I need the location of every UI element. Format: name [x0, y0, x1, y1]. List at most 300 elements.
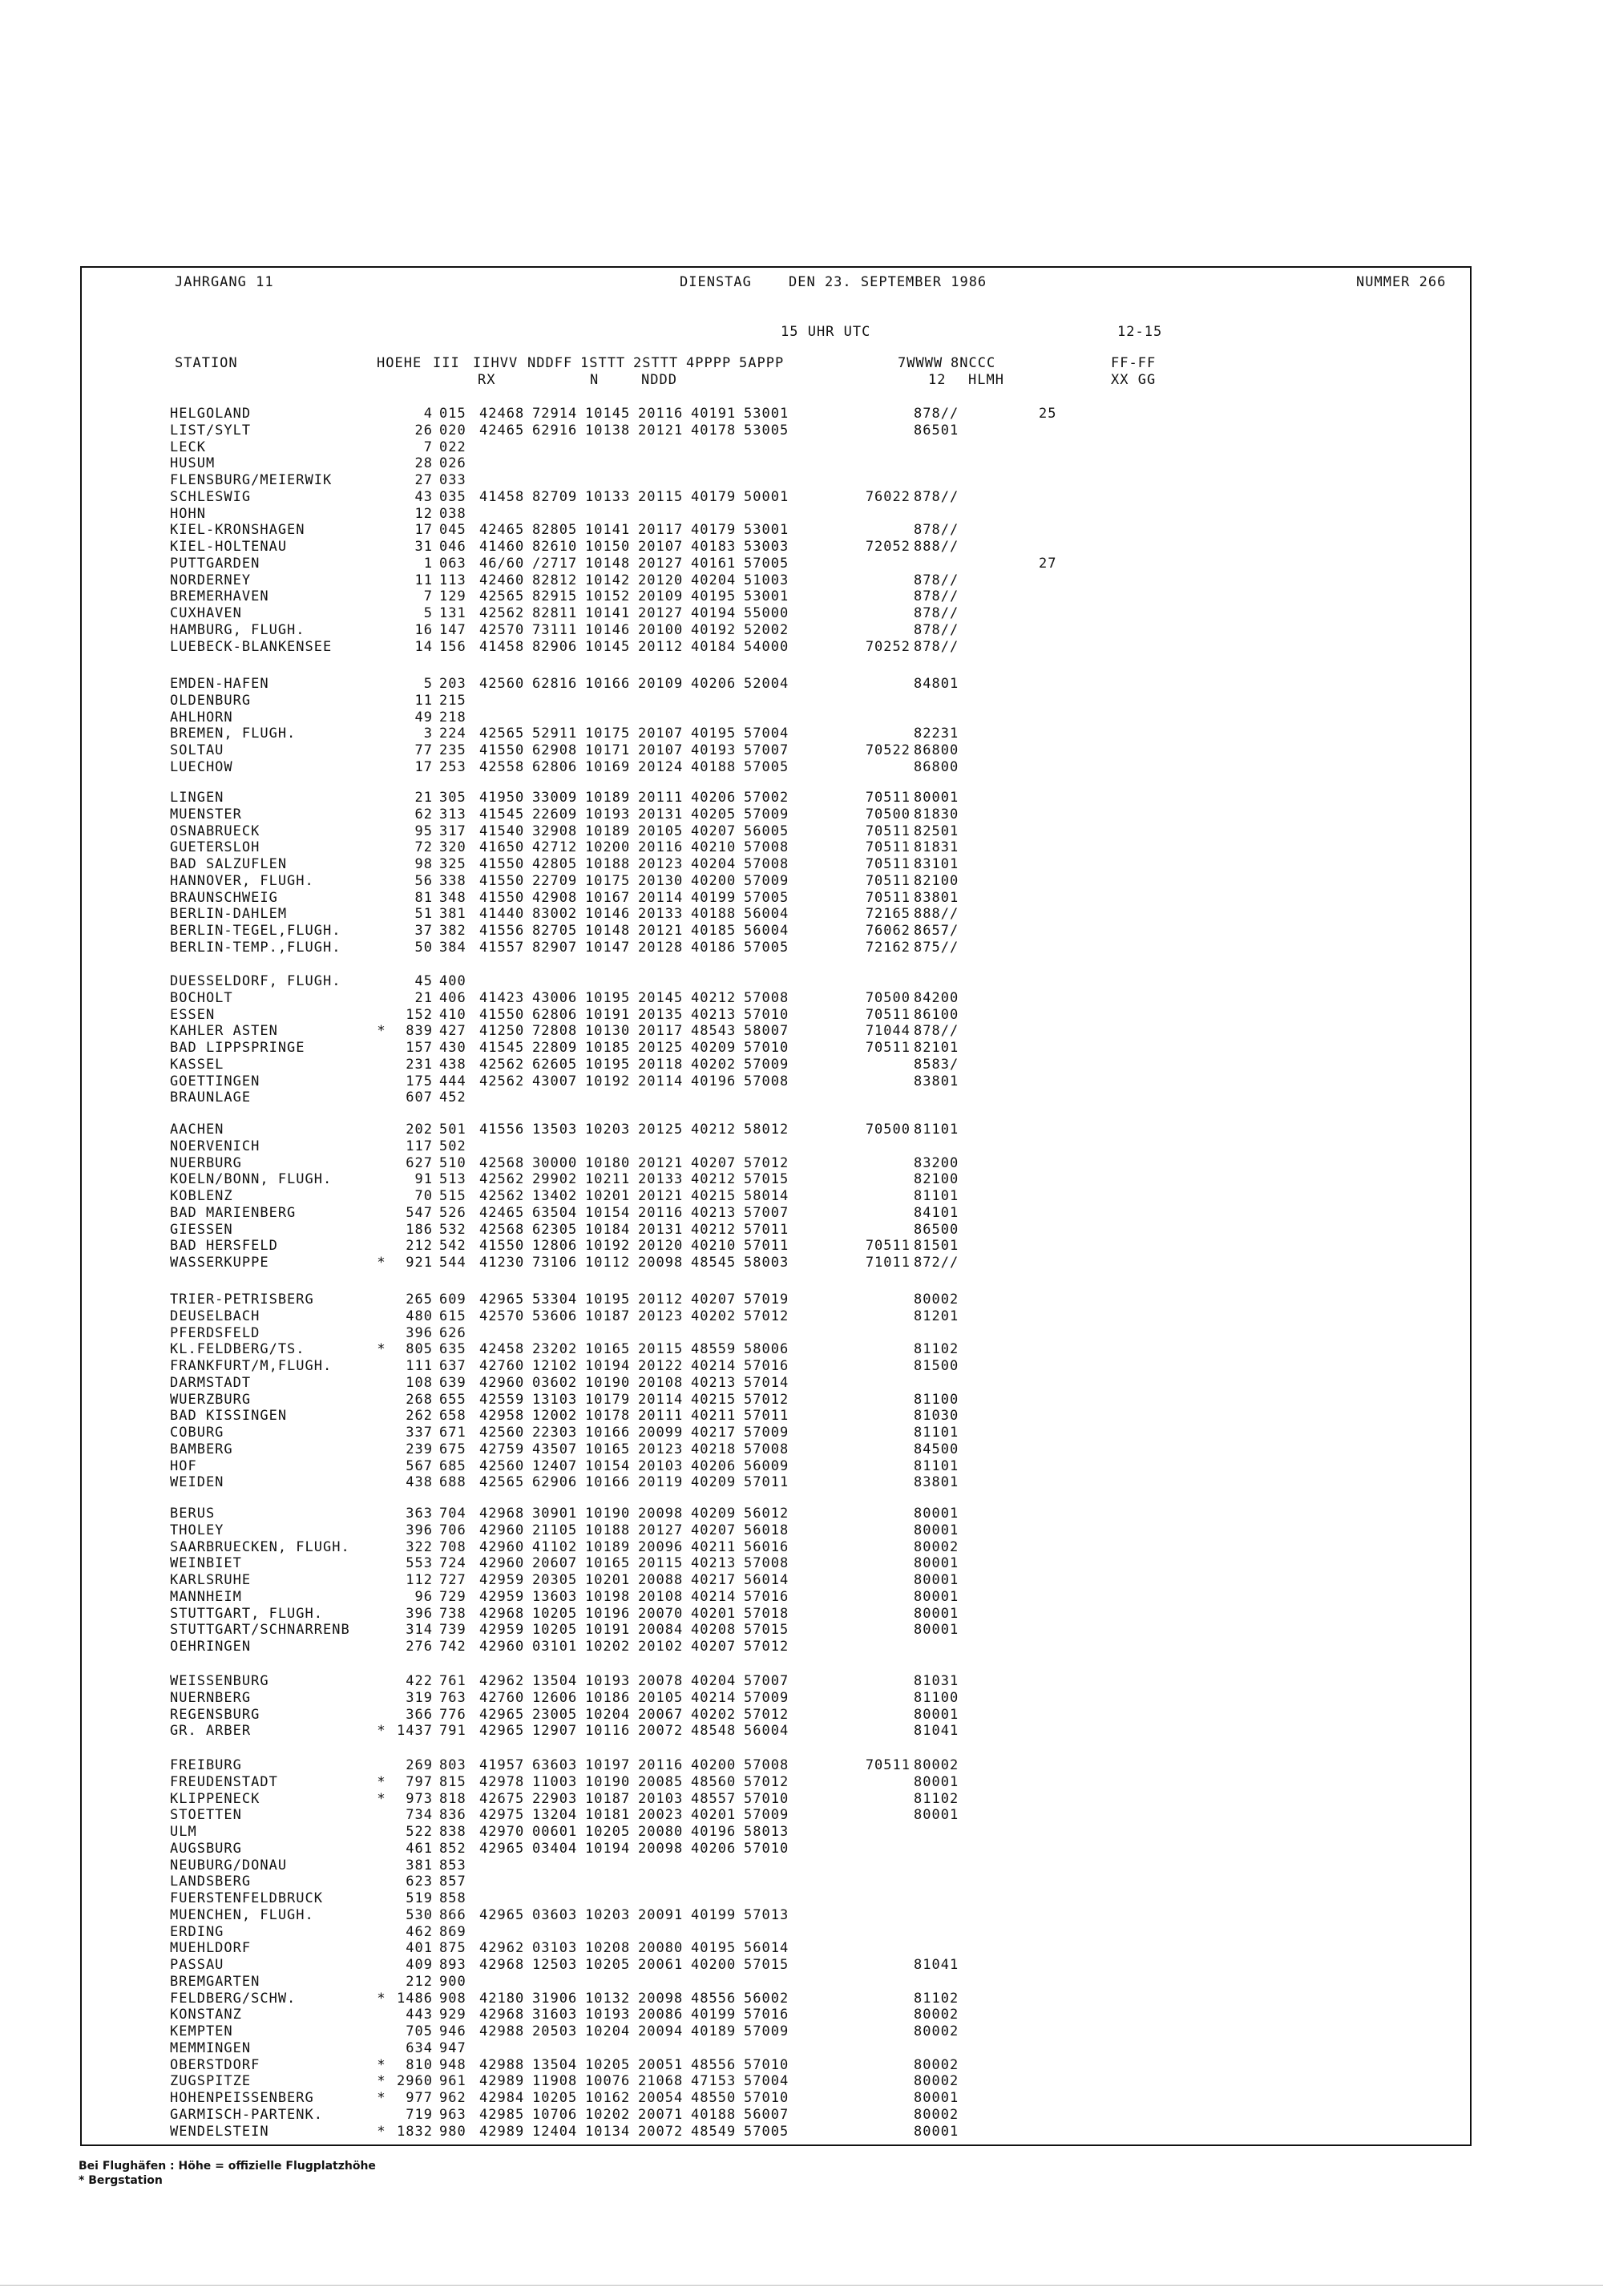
cell-t2	[638, 1138, 684, 1155]
cell-iii: 063	[439, 555, 466, 572]
cell-n8	[914, 1824, 975, 1841]
col-4pppp: 4PPPP	[686, 355, 732, 371]
cell-w7	[864, 1622, 911, 1639]
cell-spacer	[797, 1122, 864, 1138]
cell-nddff: 62906	[532, 1474, 578, 1491]
cell-star: *	[377, 2056, 386, 2073]
cell-ff	[1039, 1757, 1103, 1774]
cell-n8: 80001	[914, 1572, 959, 1588]
cell-ff	[1039, 726, 1103, 742]
cell-a5: 57002	[744, 790, 789, 806]
cell-p4: 48543	[691, 1023, 737, 1040]
cell-t2: 20116	[638, 1757, 684, 1773]
cell-name: EMDEN-HAFEN	[170, 676, 269, 692]
cell-name: WEIDEN	[170, 1474, 224, 1491]
station-group	[170, 1122, 1103, 1271]
cell-iihvv: 42760	[479, 1689, 525, 1706]
cell-spacer	[797, 873, 864, 890]
cell-p4: 40212	[691, 1221, 737, 1238]
table-row	[170, 1639, 1103, 1655]
cell-iihvv: 41458	[479, 638, 525, 655]
cell-nddff: 13204	[532, 1807, 578, 1824]
cell-n8	[914, 455, 975, 472]
cell-a5: 57009	[744, 1425, 789, 1441]
cell-spacer	[797, 693, 864, 709]
cell-iihvv: 41458	[479, 488, 525, 505]
cell-t1	[585, 1924, 632, 1941]
cell-ff	[1039, 1007, 1103, 1024]
cell-spacer	[797, 2023, 864, 2040]
cell-n8: 83101	[914, 856, 959, 872]
cell-n8	[914, 1375, 975, 1392]
table-row	[170, 923, 1103, 940]
cell-star	[377, 726, 386, 742]
cell-iii: 038	[439, 505, 466, 522]
cell-a5: 58012	[744, 1122, 789, 1138]
cell-hoehe: 175	[406, 1073, 433, 1089]
cell-n8	[914, 693, 975, 709]
cell-n8: 878//	[914, 572, 959, 588]
cell-hoehe: 462	[406, 1923, 433, 1940]
cell-p4: 40212	[691, 1122, 737, 1138]
cell-iii: 869	[439, 1923, 466, 1940]
cell-t2: 20105	[638, 823, 684, 839]
col-iii: III	[433, 355, 460, 371]
cell-spacer	[797, 790, 864, 806]
cell-star	[377, 906, 386, 923]
cell-name: BREMEN, FLUGH.	[170, 726, 297, 742]
cell-nddff: 31906	[532, 1990, 578, 2007]
cell-spacer	[797, 1807, 864, 1824]
cell-t1: 10175	[585, 726, 631, 742]
cell-t2: 20118	[638, 1056, 684, 1073]
cell-a5: 52004	[744, 676, 789, 692]
cell-nddff: /2717	[532, 555, 578, 572]
table-row	[170, 1622, 1103, 1639]
cell-p4: 40200	[691, 872, 737, 889]
cell-n8	[914, 1890, 975, 1907]
cell-iii: 020	[439, 422, 466, 439]
cell-star	[377, 806, 386, 823]
cell-nddff: 82610	[532, 539, 578, 555]
cell-a5: 57005	[744, 555, 789, 572]
table-row	[170, 2073, 1103, 2090]
cell-hoehe: 734	[406, 1807, 433, 1824]
cell-ff	[1039, 1957, 1103, 1974]
cell-name: KONSTANZ	[170, 2007, 242, 2023]
cell-name: WASSERKUPPE	[170, 1255, 269, 1271]
cell-spacer	[797, 973, 864, 990]
cell-n8: 84101	[914, 1204, 959, 1221]
cell-a5: 57012	[744, 1773, 789, 1790]
cell-t1: 10201	[585, 1188, 631, 1204]
cell-p4: 40215	[691, 1188, 737, 1204]
cell-w7	[864, 439, 911, 456]
cell-hoehe: 443	[406, 2007, 433, 2023]
cell-a5	[744, 472, 797, 489]
cell-t1: 10179	[585, 1391, 631, 1408]
cell-iii: 961	[439, 2073, 466, 2090]
cell-w7	[864, 1857, 911, 1874]
cell-w7: 70511	[865, 856, 911, 872]
cell-hoehe: 17	[414, 758, 433, 775]
cell-star	[377, 1907, 386, 1924]
cell-n8: 80002	[914, 2023, 959, 2039]
cell-iii: 776	[439, 1706, 466, 1723]
cell-hoehe: 31	[414, 539, 433, 555]
cell-ff	[1039, 759, 1103, 776]
cell-a5: 57010	[744, 1840, 789, 1857]
cell-hoehe: 797	[406, 1773, 433, 1790]
cell-w7: 70500	[865, 989, 911, 1006]
cell-a5: 56004	[744, 1723, 789, 1740]
table-row	[170, 1171, 1103, 1188]
cell-hoehe: 422	[406, 1673, 433, 1689]
cell-n8: 81201	[914, 1308, 959, 1324]
cell-p4: 40206	[691, 1457, 737, 1474]
cell-hoehe: 567	[406, 1457, 433, 1474]
cell-hoehe: 14	[414, 638, 433, 655]
cell-nddff: 62908	[532, 742, 578, 758]
cell-a5: 57019	[744, 1292, 789, 1308]
cell-name: SAARBRUECKEN, FLUGH.	[170, 1538, 350, 1555]
cell-t1: 10147	[585, 939, 631, 956]
col-nddff: NDDFF	[527, 355, 573, 371]
cell-iii: 400	[439, 973, 466, 989]
cell-spacer	[797, 1023, 864, 1040]
cell-hoehe: 409	[406, 1957, 433, 1973]
cell-a5: 53001	[744, 406, 789, 422]
cell-n8	[914, 1639, 975, 1655]
cell-w7: 76022	[865, 488, 911, 505]
cell-n8	[914, 472, 975, 489]
cell-hoehe: 314	[406, 1622, 433, 1639]
cell-star	[377, 1425, 386, 1441]
cell-n8	[914, 1940, 975, 1957]
cell-n8: 80001	[914, 1807, 959, 1824]
cell-name: WENDELSTEIN	[170, 2123, 269, 2140]
cell-p4	[691, 1138, 737, 1155]
cell-t2: 20111	[638, 1408, 684, 1425]
cell-p4: 40196	[691, 1824, 737, 1840]
cell-nddff: 23005	[532, 1706, 578, 1723]
col-n: N	[590, 372, 600, 388]
cell-p4: 40209	[691, 1474, 737, 1491]
cell-w7	[864, 1673, 911, 1690]
cell-name: FUERSTENFELDBRUCK	[170, 1890, 323, 1906]
cell-hoehe: 401	[406, 1940, 433, 1957]
table-row	[170, 693, 1103, 709]
cell-spacer	[797, 639, 864, 656]
cell-t2: 20135	[638, 1006, 684, 1023]
cell-name: LIST/SYLT	[170, 422, 252, 439]
cell-nddff: 03103	[532, 1940, 578, 1957]
station-group	[170, 973, 1103, 1106]
cell-spacer	[797, 806, 864, 823]
cell-t1: 10181	[585, 1807, 631, 1824]
cell-iii: 675	[439, 1441, 466, 1457]
cell-name: DUESSELDORF, FLUGH.	[170, 973, 341, 989]
cell-hoehe: 81	[414, 889, 433, 906]
cell-name: STUTTGART/SCHNARRENB	[170, 1622, 350, 1639]
cell-t2: 20102	[638, 1639, 684, 1655]
footnote-airport: Bei Flughäfen : Höhe = offizielle Flugplatzhöhe	[79, 2160, 376, 2173]
cell-n8: 878//	[914, 621, 959, 638]
cell-hoehe: 72	[414, 839, 433, 856]
cell-t1	[585, 1325, 632, 1342]
cell-a5: 53005	[744, 422, 789, 439]
cell-ff	[1039, 588, 1103, 605]
cell-nddff: 22903	[532, 1790, 578, 1807]
cell-a5	[744, 973, 797, 990]
cell-t1: 10211	[585, 1171, 631, 1188]
cell-t2	[638, 439, 684, 456]
cell-iii: 452	[439, 1089, 466, 1106]
cell-iii: 218	[439, 709, 466, 726]
cell-iii: 035	[439, 488, 466, 505]
cell-w7	[864, 1308, 911, 1325]
cell-iii: 542	[439, 1238, 466, 1255]
cell-iihvv: 42988	[479, 2023, 525, 2039]
cell-iii: 444	[439, 1073, 466, 1089]
cell-star	[377, 1238, 386, 1255]
cell-hoehe: 43	[414, 488, 433, 505]
cell-hoehe: 396	[406, 1605, 433, 1622]
cell-iii: 253	[439, 758, 466, 775]
table-row	[170, 1757, 1103, 1774]
cell-ff	[1039, 1890, 1103, 1907]
cell-a5: 50001	[744, 488, 789, 505]
cell-iii: 866	[439, 1906, 466, 1923]
cell-ff: 27	[1039, 555, 1057, 572]
cell-iihvv	[479, 1924, 526, 1941]
cell-spacer	[797, 1408, 864, 1425]
cell-t2: 20114	[638, 1073, 684, 1089]
cell-nddff	[532, 1890, 579, 1907]
cell-nddff: 62806	[532, 758, 578, 775]
table-row	[170, 890, 1103, 907]
cell-spacer	[797, 1957, 864, 1974]
issue-number: NUMMER 266	[1356, 274, 1447, 290]
cell-t2: 20099	[638, 1425, 684, 1441]
cell-iihvv: 42560	[479, 1457, 525, 1474]
cell-iihvv	[479, 2040, 526, 2057]
cell-ff	[1039, 742, 1103, 759]
cell-t1: 10190	[585, 1374, 631, 1391]
cell-ff	[1039, 806, 1103, 823]
cell-iihvv: 42968	[479, 1957, 525, 1973]
cell-star	[377, 839, 386, 856]
cell-hoehe: 977	[406, 2090, 433, 2106]
cell-star	[377, 890, 386, 907]
cell-t2	[638, 973, 684, 990]
cell-star	[377, 1458, 386, 1475]
cell-p4: 40183	[691, 539, 737, 555]
cell-t1: 10204	[585, 2023, 631, 2039]
table-row	[170, 1375, 1103, 1392]
cell-star	[377, 422, 386, 439]
cell-n8	[914, 1857, 975, 1874]
cell-star	[377, 1539, 386, 1556]
cell-ff	[1039, 2057, 1103, 2074]
cell-iihvv: 42565	[479, 1474, 525, 1491]
cell-w7	[864, 1874, 911, 1890]
cell-iii: 685	[439, 1457, 466, 1474]
cell-w7	[864, 455, 911, 472]
cell-a5: 56004	[744, 923, 789, 939]
cell-spacer	[797, 489, 864, 506]
cell-w7	[864, 1506, 911, 1522]
cell-hoehe: 276	[406, 1639, 433, 1655]
cell-w7	[864, 1138, 911, 1155]
cell-hoehe: 268	[406, 1391, 433, 1408]
cell-w7	[864, 1392, 911, 1409]
cell-spacer	[797, 2057, 864, 2074]
cell-iihvv: 42759	[479, 1441, 525, 1457]
cell-name: REGENSBURG	[170, 1706, 260, 1723]
cell-star	[377, 1506, 386, 1522]
cell-ff	[1039, 1425, 1103, 1441]
cell-iii: 639	[439, 1374, 466, 1391]
cell-t2: 20023	[638, 1807, 684, 1824]
cell-iihvv: 41550	[479, 742, 525, 758]
cell-iii: 857	[439, 1874, 466, 1890]
cell-iihvv: 42458	[479, 1341, 525, 1358]
cell-name: KASSEL	[170, 1056, 224, 1073]
cell-a5: 56016	[744, 1538, 789, 1555]
cell-hoehe: 96	[414, 1588, 433, 1605]
cell-iii: 313	[439, 806, 466, 823]
cell-t1: 10166	[585, 1425, 631, 1441]
cell-iihvv: 42959	[479, 1622, 525, 1639]
table-row	[170, 1057, 1103, 1073]
cell-n8: 81041	[914, 1723, 959, 1740]
table-row	[170, 439, 1103, 456]
cell-iihvv: 42984	[479, 2090, 525, 2106]
cell-iihvv: 42760	[479, 1358, 525, 1374]
cell-star: *	[377, 2123, 386, 2140]
cell-iii: 671	[439, 1425, 466, 1441]
cell-t2: 20107	[638, 726, 684, 742]
cell-w7	[864, 1707, 911, 1724]
cell-iihvv: 41423	[479, 989, 525, 1006]
cell-t2: 20107	[638, 742, 684, 758]
cell-w7	[864, 1358, 911, 1375]
cell-name: GOETTINGEN	[170, 1073, 260, 1089]
cell-star	[377, 1040, 386, 1057]
cell-a5: 56007	[744, 2106, 789, 2123]
cell-a5: 58007	[744, 1023, 789, 1040]
cell-hoehe: 11	[414, 692, 433, 709]
cell-n8	[914, 506, 975, 523]
cell-hoehe: 202	[406, 1122, 433, 1138]
cell-iii: 113	[439, 572, 466, 588]
cell-t2: 20103	[638, 1790, 684, 1807]
cell-hoehe: 51	[414, 906, 433, 923]
cell-p4: 40199	[691, 889, 737, 906]
cell-nddff: 42908	[532, 889, 578, 906]
cell-iihvv: 42562	[479, 605, 525, 621]
cell-name: OSNABRUECK	[170, 823, 260, 839]
cell-a5: 57012	[744, 1391, 789, 1408]
cell-w7	[864, 1957, 911, 1974]
cell-iihvv: 42965	[479, 1706, 525, 1723]
cell-p4: 40199	[691, 2007, 737, 2023]
cell-t2: 20098	[638, 1506, 684, 1522]
cell-p4	[691, 1857, 737, 1874]
cell-spacer	[797, 1073, 864, 1090]
cell-a5: 56002	[744, 1990, 789, 2007]
cell-nddff: 72808	[532, 1023, 578, 1040]
cell-t2: 20071	[638, 2106, 684, 2123]
cell-w7	[864, 1940, 911, 1957]
cell-ff	[1039, 1673, 1103, 1690]
cell-a5: 57005	[744, 889, 789, 906]
cell-nddff	[532, 506, 579, 523]
cell-t1: 10194	[585, 1358, 631, 1374]
cell-t1: 10145	[585, 638, 631, 655]
cell-name: DARMSTADT	[170, 1374, 252, 1391]
cell-iihvv: 41250	[479, 1023, 525, 1040]
cell-name: GR. ARBER	[170, 1723, 252, 1740]
cell-hoehe: 152	[406, 1006, 433, 1023]
cell-w7	[864, 422, 911, 439]
cell-iihvv: 41957	[479, 1757, 525, 1773]
cell-iii: 727	[439, 1572, 466, 1588]
cell-iihvv: 41550	[479, 856, 525, 872]
cell-star	[377, 1441, 386, 1458]
cell-iii: 203	[439, 676, 466, 692]
cell-nddff: 23202	[532, 1341, 578, 1358]
cell-hoehe: 37	[414, 923, 433, 939]
table-row	[170, 2090, 1103, 2107]
cell-name: GIESSEN	[170, 1221, 233, 1238]
table-row	[170, 622, 1103, 639]
cell-spacer	[797, 1991, 864, 2007]
cell-iii: 015	[439, 406, 466, 422]
cell-ff	[1039, 676, 1103, 693]
cell-t1: 10187	[585, 1308, 631, 1324]
table-row	[170, 639, 1103, 656]
cell-t1: 10165	[585, 1441, 631, 1457]
cell-n8: 80001	[914, 2123, 959, 2140]
cell-t1: 10204	[585, 1706, 631, 1723]
cell-t1: 10189	[585, 790, 631, 806]
cell-t1: 10200	[585, 839, 631, 856]
cell-spacer	[797, 1791, 864, 1808]
cell-nddff: 12503	[532, 1957, 578, 1973]
table-row	[170, 1841, 1103, 1857]
cell-spacer	[797, 1358, 864, 1375]
table-row	[170, 1874, 1103, 1890]
cell-hoehe: 157	[406, 1040, 433, 1056]
cell-name: SOLTAU	[170, 742, 224, 758]
cell-iii: 658	[439, 1408, 466, 1425]
cell-t1: 10194	[585, 1840, 631, 1857]
cell-a5: 57014	[744, 1374, 789, 1391]
cell-p4: 40204	[691, 1673, 737, 1689]
table-row	[170, 990, 1103, 1007]
cell-ff	[1039, 1341, 1103, 1358]
cell-w7	[864, 709, 911, 726]
cell-n8	[914, 1874, 975, 1890]
cell-t1: 10152	[585, 588, 631, 605]
cell-iii: 515	[439, 1188, 466, 1204]
station-group	[170, 1673, 1103, 1740]
cell-iihvv: 42565	[479, 588, 525, 605]
cell-star	[377, 2023, 386, 2040]
cell-hoehe: 212	[406, 1973, 433, 1990]
